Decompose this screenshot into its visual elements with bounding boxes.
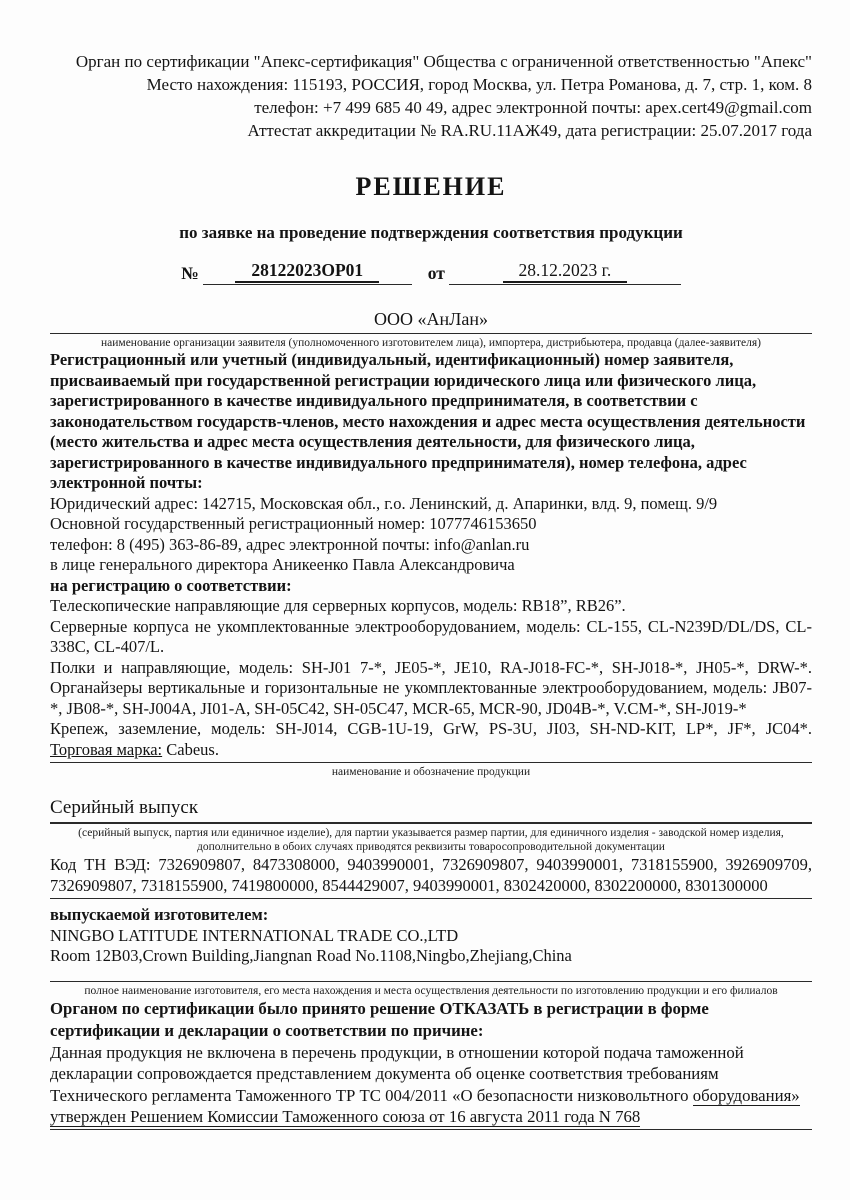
- decision-block: [50, 998, 812, 1130]
- product-line-fasteners: [50, 719, 812, 760]
- certification-body-header: [50, 50, 812, 142]
- manufacturer-name: NINGBO LATITUDE INTERNATIONAL TRADE CO.,LTD: [50, 925, 459, 945]
- header-contact-line: телефон: +7 499 685 40 49, адрес электронной почты: apex.cert49@gmail.com: [254, 98, 812, 117]
- document-subtitle: по заявке на проведение подтверждения соответствия продукции: [179, 223, 683, 242]
- issue-type-value: Серийный выпуск: [50, 797, 812, 824]
- registration-block: [50, 576, 812, 780]
- tnved-codes: 7326909807, 8473308000, 9403990001, 7326909807, 9403990001, 7318155900, 3926909709, 7326909807, 7318155900, 7419800000, 8544429007, 9403990001, 8302420000, 8302200000, 8301300000: [50, 855, 812, 895]
- ogrn-line: Основной государственный регистрационный номер: 1077746153650: [50, 514, 537, 533]
- decision-number-row: [50, 260, 812, 285]
- date-preposition: от: [427, 263, 445, 283]
- decision-reason: [50, 1042, 812, 1130]
- fasteners-text: Крепеж, заземление, модель: SH-J014, CGB-1U-19, GrW, PS-3U, JI03, SH-ND-KIT, LP*, JF*, JC04*.: [50, 719, 812, 738]
- decision-date-field: [449, 260, 681, 285]
- number-sign: №: [181, 263, 199, 283]
- manufacturer-block: [50, 905, 812, 998]
- tnved-label: Код ТН ВЭД:: [50, 855, 159, 874]
- decision-date-value: 28.12.2023 г.: [503, 260, 628, 283]
- product-line-shelves-organizers: Полки и направляющие, модель: SH-J01 7-*, JE05-*, JE10, RA-J018-FC-*, SH-J018-*, JH05-*, DRW-*. Органайзеры вертикальные и горизонтальные не укомплектованные электрооборудованием, модель: JB07-*, JB08-*, SH-J004A, JI01-A, SH-05C42, SH-05C47, MCR-65, MCR-90, JD04B-*, V.CM-*, SH-J019-*: [50, 657, 812, 718]
- header-address-line: Место нахождения: 115193, РОССИЯ, город Москва, ул. Петра Романова, д. 7, стр. 1, ком. 8: [146, 75, 812, 94]
- decision-number-value: 28122023ОР01: [235, 260, 379, 283]
- decision-reason-underlined: оборудования» утвержден Решением Комиссии Таможенного союза от 16 августа 2011 года N 768: [50, 1085, 800, 1126]
- decision-heading: Органом по сертификации было принято решение ОТКАЗАТЬ в регистрации в форме сертификации и декларации о соответствии по причине:: [50, 998, 709, 1040]
- requisites-intro-paragraph: Регистрационный или учетный (индивидуальный, идентификационный) номер заявителя, присваиваемый при государственной регистрации юридического лица или физического лица, зарегистрированного в качестве индивидуального предпринимателя, в соответствии с законодательством государств-членов, место нахождения и адрес места осуществления деятельности (место жительства и адрес места осуществления деятельности, для физического лица, зарегистрированного в качестве индивидуального предпринимателя), номер телефона, адрес электронной почты:: [50, 350, 806, 492]
- manufacturer-rule: [50, 981, 812, 982]
- product-caption: наименование и обозначение продукции: [331, 766, 531, 778]
- registration-heading: на регистрацию о соответствии:: [50, 575, 292, 595]
- manufacturer-heading: выпускаемой изготовителем:: [50, 905, 269, 924]
- applicant-name-caption: наименование организации заявителя (уполномоченного изготовителем лица), импортера, дистрибьютера, продавца (далее-заявителя): [101, 337, 761, 349]
- manufacturer-address: Room 12B03,Crown Building,Jiangnan Road No.1108,Ningbo,Zhejiang,China: [50, 946, 572, 965]
- phone-email-line: телефон: 8 (495) 363-86-89, адрес электронной почты: info@anlan.ru: [50, 534, 530, 554]
- legal-address-line: Юридический адрес: 142715, Московская обл., г.о. Ленинский, д. Апаринки, влд. 9, помещ. 9/9: [50, 493, 718, 513]
- tnved-paragraph: [50, 854, 812, 899]
- representative-line: в лице генерального директора Аникеенко Павла Александровича: [50, 555, 515, 574]
- header-org-line: Орган по сертификации "Апекс-сертификация" Общества с ограниченной ответственностью "Апекс": [75, 52, 812, 71]
- product-line-rails: Телескопические направляющие для серверных корпусов, модель: RB18”, RB26”.: [50, 596, 626, 615]
- applicant-requisites-block: [50, 350, 812, 576]
- trademark-label: Торговая марка:: [50, 739, 163, 759]
- trademark-value: Cabeus.: [162, 739, 219, 759]
- product-line-cases: Серверные корпуса не укомплектованные электрооборудованием, модель: CL-155, CL-N239D/DL/DS, CL-338C, CL-407/L.: [50, 616, 812, 656]
- decision-reason-text: Данная продукция не включена в перечень продукции, в отношении которой подача таможенной декларации сопровождается представлением документа об оценке соответствия требованиям Технического регламента Таможенного ТР ТС 004/2011 «О безопасности низковольтного: [50, 1042, 744, 1105]
- product-list: [50, 596, 812, 763]
- document-title: РЕШЕНИЕ: [355, 172, 507, 201]
- manufacturer-caption: полное наименование изготовителя, его места нахождения и места осуществления деятельности по изготовлению продукции и его филиалов: [84, 984, 778, 997]
- applicant-name: ООО «АнЛан»: [50, 309, 812, 334]
- decision-number-field: [203, 260, 412, 285]
- header-accreditation-line: Аттестат аккредитации № RA.RU.11АЖ49, дата регистрации: 25.07.2017 года: [247, 121, 812, 140]
- issue-type-caption: (серийный выпуск, партия или единичное изделие), для партии указывается размер партии, для единичного изделия - заводской номер изделия, дополнительно в обоих случаях приводятся реквизиты товаросопроводительной документации: [78, 827, 784, 853]
